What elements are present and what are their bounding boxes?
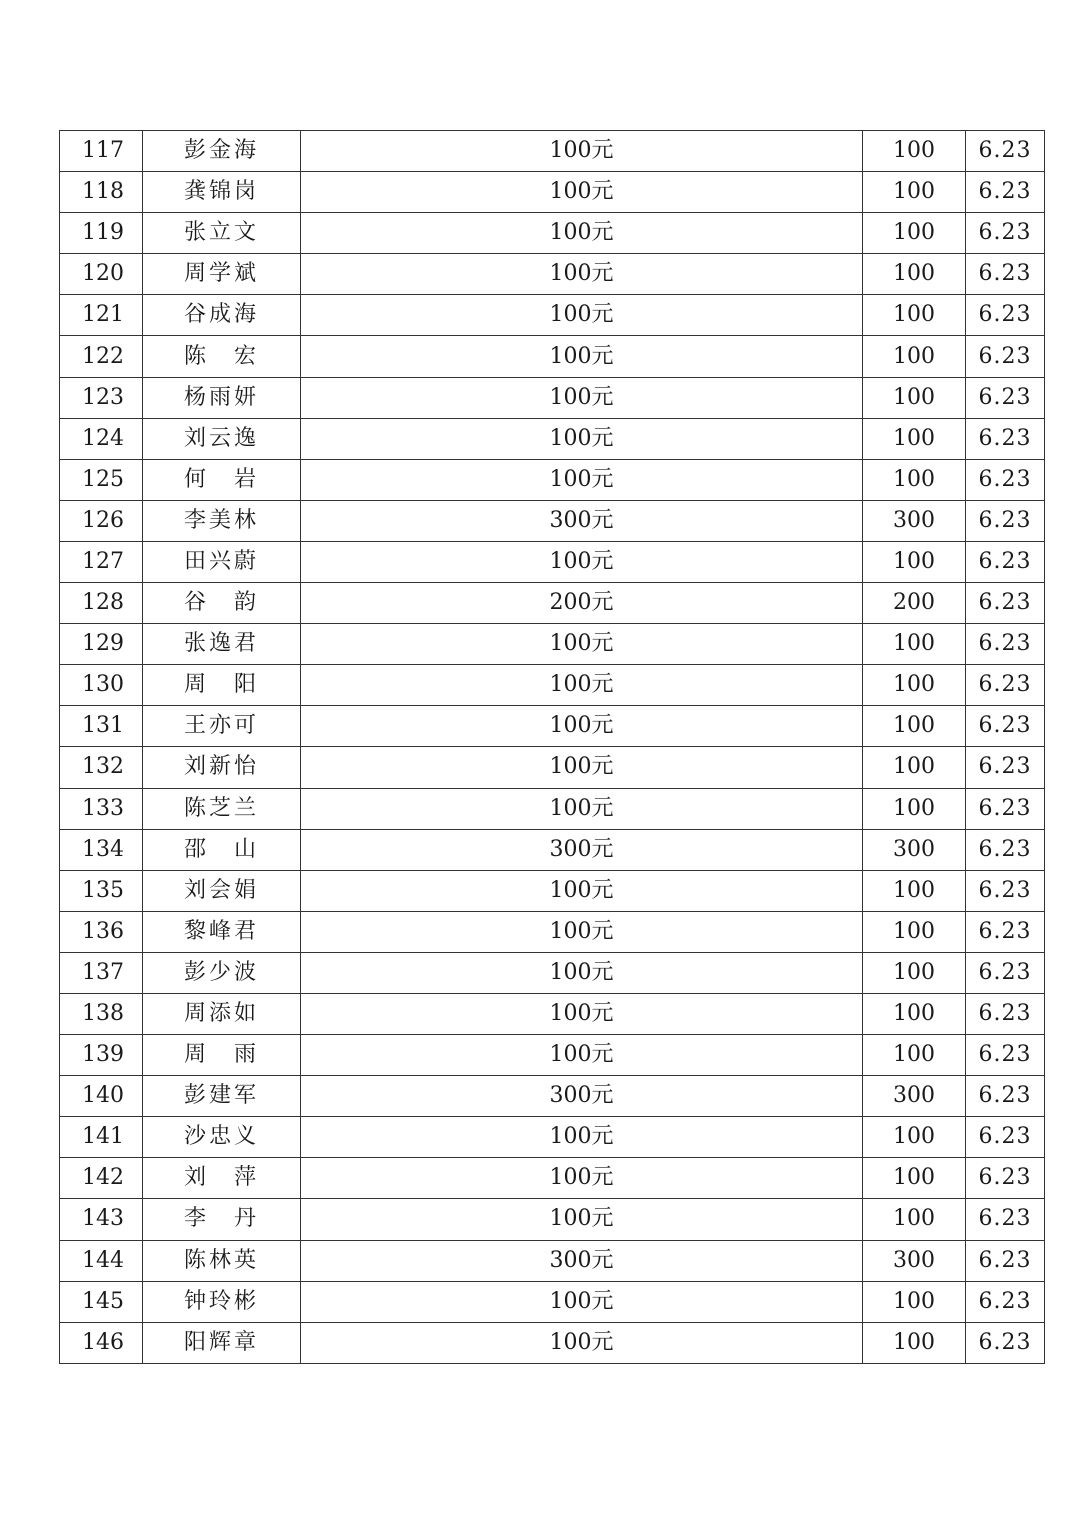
row-number: 144 <box>60 1240 143 1281</box>
table-row <box>60 952 1045 993</box>
donation-date: 6.23 <box>966 706 1045 747</box>
table-row <box>60 1117 1045 1158</box>
donation-amount: 100元 <box>301 254 863 295</box>
row-number: 119 <box>60 213 143 254</box>
donation-value: 300 <box>863 500 966 541</box>
donation-value: 100 <box>863 665 966 706</box>
donor-name: 邵 山 <box>143 829 301 870</box>
donation-value: 100 <box>863 624 966 665</box>
donor-name: 龚锦岗 <box>143 172 301 213</box>
donation-date: 6.23 <box>966 1322 1045 1363</box>
table-row <box>60 665 1045 706</box>
donor-name: 刘新怡 <box>143 747 301 788</box>
donation-date: 6.23 <box>966 1035 1045 1076</box>
donation-date: 6.23 <box>966 131 1045 172</box>
row-number: 125 <box>60 459 143 500</box>
donation-value: 100 <box>863 131 966 172</box>
donation-amount: 300元 <box>301 500 863 541</box>
donation-date: 6.23 <box>966 1199 1045 1240</box>
donor-name: 何 岩 <box>143 459 301 500</box>
donation-date: 6.23 <box>966 336 1045 377</box>
donation-date: 6.23 <box>966 788 1045 829</box>
donation-amount: 100元 <box>301 993 863 1034</box>
row-number: 139 <box>60 1035 143 1076</box>
table-row <box>60 418 1045 459</box>
donation-date: 6.23 <box>966 459 1045 500</box>
donor-name: 彭少波 <box>143 952 301 993</box>
row-number: 143 <box>60 1199 143 1240</box>
donation-date: 6.23 <box>966 541 1045 582</box>
donation-date: 6.23 <box>966 911 1045 952</box>
row-number: 133 <box>60 788 143 829</box>
donor-name: 田兴蔚 <box>143 541 301 582</box>
donation-value: 100 <box>863 993 966 1034</box>
donation-date: 6.23 <box>966 254 1045 295</box>
donor-name: 刘 萍 <box>143 1158 301 1199</box>
table-body <box>60 131 1045 1364</box>
donor-name: 陈芝兰 <box>143 788 301 829</box>
row-number: 136 <box>60 911 143 952</box>
row-number: 140 <box>60 1076 143 1117</box>
row-number: 134 <box>60 829 143 870</box>
donation-amount: 100元 <box>301 131 863 172</box>
donation-value: 100 <box>863 952 966 993</box>
table-row <box>60 911 1045 952</box>
donor-name: 黎峰君 <box>143 911 301 952</box>
table-row <box>60 870 1045 911</box>
donation-amount: 100元 <box>301 459 863 500</box>
row-number: 127 <box>60 541 143 582</box>
row-number: 145 <box>60 1281 143 1322</box>
table-row <box>60 1076 1045 1117</box>
donation-amount: 100元 <box>301 336 863 377</box>
donation-date: 6.23 <box>966 583 1045 624</box>
donation-amount: 300元 <box>301 1076 863 1117</box>
donor-name: 刘会娟 <box>143 870 301 911</box>
table-row <box>60 1281 1045 1322</box>
donor-name: 周添如 <box>143 993 301 1034</box>
donation-value: 100 <box>863 788 966 829</box>
donation-value: 100 <box>863 1035 966 1076</box>
donation-amount: 300元 <box>301 1240 863 1281</box>
row-number: 129 <box>60 624 143 665</box>
donation-amount: 100元 <box>301 1035 863 1076</box>
donation-value: 100 <box>863 541 966 582</box>
donor-name: 杨雨妍 <box>143 377 301 418</box>
donor-name: 周 雨 <box>143 1035 301 1076</box>
row-number: 117 <box>60 131 143 172</box>
donation-value: 100 <box>863 1322 966 1363</box>
row-number: 142 <box>60 1158 143 1199</box>
donation-amount: 100元 <box>301 665 863 706</box>
table-row <box>60 131 1045 172</box>
donation-value: 300 <box>863 1076 966 1117</box>
donation-amount: 100元 <box>301 870 863 911</box>
donation-value: 100 <box>863 295 966 336</box>
donation-date: 6.23 <box>966 952 1045 993</box>
table-row <box>60 541 1045 582</box>
donation-value: 100 <box>863 172 966 213</box>
donation-amount: 200元 <box>301 583 863 624</box>
donation-amount: 100元 <box>301 624 863 665</box>
donation-amount: 100元 <box>301 213 863 254</box>
donation-value: 100 <box>863 1117 966 1158</box>
table-row <box>60 1322 1045 1363</box>
donation-value: 100 <box>863 870 966 911</box>
row-number: 120 <box>60 254 143 295</box>
row-number: 132 <box>60 747 143 788</box>
donation-date: 6.23 <box>966 1076 1045 1117</box>
donation-value: 100 <box>863 336 966 377</box>
table-row <box>60 829 1045 870</box>
donor-name: 周 阳 <box>143 665 301 706</box>
row-number: 141 <box>60 1117 143 1158</box>
donation-value: 100 <box>863 911 966 952</box>
table-row <box>60 1158 1045 1199</box>
donation-value: 100 <box>863 377 966 418</box>
table-row <box>60 459 1045 500</box>
donation-date: 6.23 <box>966 1240 1045 1281</box>
donor-name: 彭建军 <box>143 1076 301 1117</box>
row-number: 126 <box>60 500 143 541</box>
donation-value: 100 <box>863 213 966 254</box>
donation-amount: 300元 <box>301 829 863 870</box>
donation-amount: 100元 <box>301 418 863 459</box>
donation-date: 6.23 <box>966 870 1045 911</box>
row-number: 128 <box>60 583 143 624</box>
donation-amount: 100元 <box>301 706 863 747</box>
row-number: 123 <box>60 377 143 418</box>
table-row <box>60 624 1045 665</box>
donor-name: 钟玲彬 <box>143 1281 301 1322</box>
donation-value: 100 <box>863 459 966 500</box>
row-number: 118 <box>60 172 143 213</box>
donation-value: 200 <box>863 583 966 624</box>
donation-value: 100 <box>863 747 966 788</box>
table-row <box>60 172 1045 213</box>
donation-amount: 100元 <box>301 377 863 418</box>
donation-amount: 100元 <box>301 1199 863 1240</box>
donation-date: 6.23 <box>966 1158 1045 1199</box>
row-number: 122 <box>60 336 143 377</box>
donation-date: 6.23 <box>966 993 1045 1034</box>
donation-date: 6.23 <box>966 624 1045 665</box>
donation-date: 6.23 <box>966 377 1045 418</box>
table-row <box>60 377 1045 418</box>
donation-amount: 100元 <box>301 1117 863 1158</box>
table-row <box>60 993 1045 1034</box>
donor-name: 张逸君 <box>143 624 301 665</box>
donation-value: 100 <box>863 418 966 459</box>
donor-name: 李 丹 <box>143 1199 301 1240</box>
donation-date: 6.23 <box>966 829 1045 870</box>
donation-amount: 100元 <box>301 541 863 582</box>
table-row <box>60 583 1045 624</box>
row-number: 121 <box>60 295 143 336</box>
donation-date: 6.23 <box>966 172 1045 213</box>
donation-amount: 100元 <box>301 747 863 788</box>
donation-value: 300 <box>863 1240 966 1281</box>
donation-date: 6.23 <box>966 500 1045 541</box>
donor-name: 周学斌 <box>143 254 301 295</box>
donation-amount: 100元 <box>301 952 863 993</box>
donation-date: 6.23 <box>966 1281 1045 1322</box>
donation-date: 6.23 <box>966 295 1045 336</box>
donor-name: 阳辉章 <box>143 1322 301 1363</box>
row-number: 146 <box>60 1322 143 1363</box>
donor-name: 沙忠义 <box>143 1117 301 1158</box>
donation-amount: 100元 <box>301 1158 863 1199</box>
table-row <box>60 747 1045 788</box>
table-row <box>60 788 1045 829</box>
table-row <box>60 295 1045 336</box>
table-row <box>60 500 1045 541</box>
donor-name: 谷成海 <box>143 295 301 336</box>
table-row <box>60 1240 1045 1281</box>
donation-table <box>59 130 1045 1364</box>
row-number: 124 <box>60 418 143 459</box>
donor-name: 李美林 <box>143 500 301 541</box>
donation-value: 100 <box>863 1199 966 1240</box>
row-number: 137 <box>60 952 143 993</box>
donor-name: 谷 韵 <box>143 583 301 624</box>
donation-value: 100 <box>863 254 966 295</box>
donation-amount: 100元 <box>301 172 863 213</box>
donation-amount: 100元 <box>301 1281 863 1322</box>
donation-amount: 100元 <box>301 788 863 829</box>
donation-date: 6.23 <box>966 665 1045 706</box>
table-row <box>60 1199 1045 1240</box>
donation-value: 100 <box>863 706 966 747</box>
row-number: 131 <box>60 706 143 747</box>
donation-date: 6.23 <box>966 1117 1045 1158</box>
donor-name: 陈 宏 <box>143 336 301 377</box>
row-number: 135 <box>60 870 143 911</box>
donor-name: 陈林英 <box>143 1240 301 1281</box>
donation-amount: 100元 <box>301 911 863 952</box>
table-row <box>60 1035 1045 1076</box>
donation-date: 6.23 <box>966 418 1045 459</box>
donation-date: 6.23 <box>966 747 1045 788</box>
donation-value: 100 <box>863 1281 966 1322</box>
donor-name: 张立文 <box>143 213 301 254</box>
table-row <box>60 213 1045 254</box>
row-number: 130 <box>60 665 143 706</box>
donation-value: 100 <box>863 1158 966 1199</box>
table-row <box>60 336 1045 377</box>
table-row <box>60 706 1045 747</box>
donor-name: 彭金海 <box>143 131 301 172</box>
donation-amount: 100元 <box>301 1322 863 1363</box>
donor-name: 刘云逸 <box>143 418 301 459</box>
donor-name: 王亦可 <box>143 706 301 747</box>
donation-value: 300 <box>863 829 966 870</box>
row-number: 138 <box>60 993 143 1034</box>
donation-date: 6.23 <box>966 213 1045 254</box>
table-row <box>60 254 1045 295</box>
donation-amount: 100元 <box>301 295 863 336</box>
